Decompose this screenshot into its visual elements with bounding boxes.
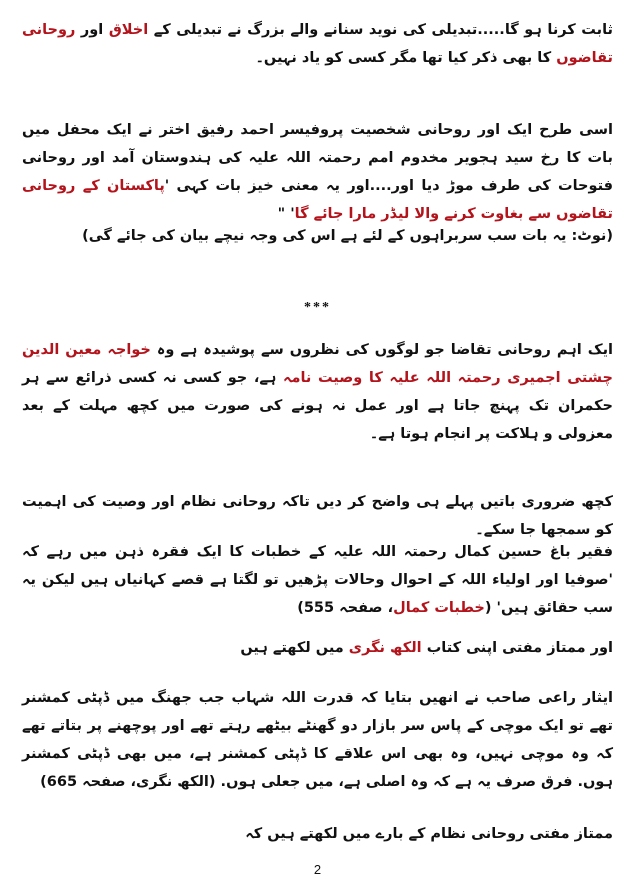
page-number: 2 bbox=[313, 862, 322, 877]
paragraph-tabdeeli bbox=[22, 16, 613, 72]
paragraph-wasiyat bbox=[22, 336, 613, 448]
text-run: فقیر باغ حسین کمال رحمتہ اللہ علیہ کے خطبات کا ایک فقرہ ذہن میں رہے کہ 'صوفیا اور اولیاء اللہ کے احوال وحالات پڑھیں تو لگتا ہے قصے کہانیاں ہیں لیکن یہ سب حقائق ہیں' ( bbox=[22, 544, 613, 616]
text-run: ثابت کرنا ہو گا.....تبدیلی کی نوید سنانے والے بزرگ نے تبدیلی کے bbox=[148, 22, 613, 38]
highlight-khwaja-wasiyat: خواجہ معین الدین چشتی اجمیری رحمتہ اللہ علیہ کا وصیت نامہ bbox=[22, 342, 613, 386]
paragraph-mumtaz-mufti-intro bbox=[22, 634, 613, 662]
text-run: ' " bbox=[277, 206, 295, 222]
highlight-akhlaq: اخلاق bbox=[108, 22, 149, 38]
paragraph-qudratullah-shahab bbox=[22, 684, 613, 796]
highlight-alakh-nagri: الکھ نگری bbox=[348, 640, 422, 656]
paragraph-zaroori-baatein bbox=[22, 488, 613, 544]
section-separator: *** bbox=[304, 300, 331, 315]
paragraph-ahmad-rafiq bbox=[22, 116, 613, 228]
text-run: میں لکھتے ہیں bbox=[240, 640, 349, 656]
text-run: کچھ ضروری باتیں پہلے ہی واضح کر دیں تاکہ روحانی نظام اور وصیت کی اہمیت کو سمجھا جا سکے۔ bbox=[22, 494, 613, 538]
text-run: اور ممتاز مفتی اپنی کتاب bbox=[421, 640, 613, 656]
text-run: ، صفحہ 555) bbox=[297, 600, 394, 616]
highlight-pakistan-quote: پاکستان کے روحانی تقاضوں سے بغاوت کرنے والا لیڈر مارا جائے گا bbox=[22, 178, 613, 222]
highlight-khutbat-kamal: خطبات کمال bbox=[393, 600, 485, 616]
paragraph-note bbox=[22, 222, 613, 250]
text-run: اسی طرح ایک اور روحانی شخصیت پروفیسر احمد رفیق اختر نے ایک محفل میں بات کا رخ سید ہجویر مخدوم امم رحمتہ اللہ علیہ کی ہندوستان آمد اور روحانی فتوحات کی طرف موڑ دیا اور....اور یہ معنی خیز بات کہی ' bbox=[22, 122, 613, 194]
text-run: ایک اہم روحانی تقاضا جو لوگوں کی نظروں سے پوشیدہ ہے وہ bbox=[150, 342, 613, 358]
highlight-roohani-taqazon: روحانی تقاضوں bbox=[22, 22, 613, 66]
text-run: ہے، جو کسی نہ کسی ذرائع سے ہر حکمران تک پہنچ جاتا ہے اور عمل نہ ہونے کی صورت میں کچھ مہلت کے بعد معزولی و ہلاکت پر انجام ہوتا ہے۔ bbox=[22, 370, 613, 442]
text-run: ایثار راعی صاحب نے انھیں بتایا کہ قدرت اللہ شہاب جب جھنگ میں ڈپٹی کمشنر تھے تو ایک موچی کے پاس سر بازار دو گھنٹے بیٹھے رہتے تھے اور پوچھنے پر بتاتے تھے کہ وہ موچی نہیں، وہ بھی اس علاقے کا ڈپٹی کمشنر ہے، میں بھی ڈپٹی کمشنر ہوں. فرق صرف یہ ہے کہ وہ اصلی ہے، میں جعلی ہوں. (الکھ نگری، صفحہ 665) bbox=[22, 690, 613, 790]
text-run: کا بھی ذکر کیا تھا مگر کسی کو یاد نہیں۔ bbox=[255, 50, 557, 66]
paragraph-khutbat-kamal bbox=[22, 538, 613, 622]
text-run: ممتاز مفتی روحانی نظام کے بارے میں لکھتے ہیں کہ bbox=[245, 826, 613, 842]
text-run: اور bbox=[75, 22, 109, 38]
paragraph-roohani-nizam bbox=[22, 820, 613, 848]
note-text: (نوٹ: یہ بات سب سربراہوں کے لئے ہے اس کی وجہ نیچے بیان کی جائے گی) bbox=[82, 228, 613, 244]
